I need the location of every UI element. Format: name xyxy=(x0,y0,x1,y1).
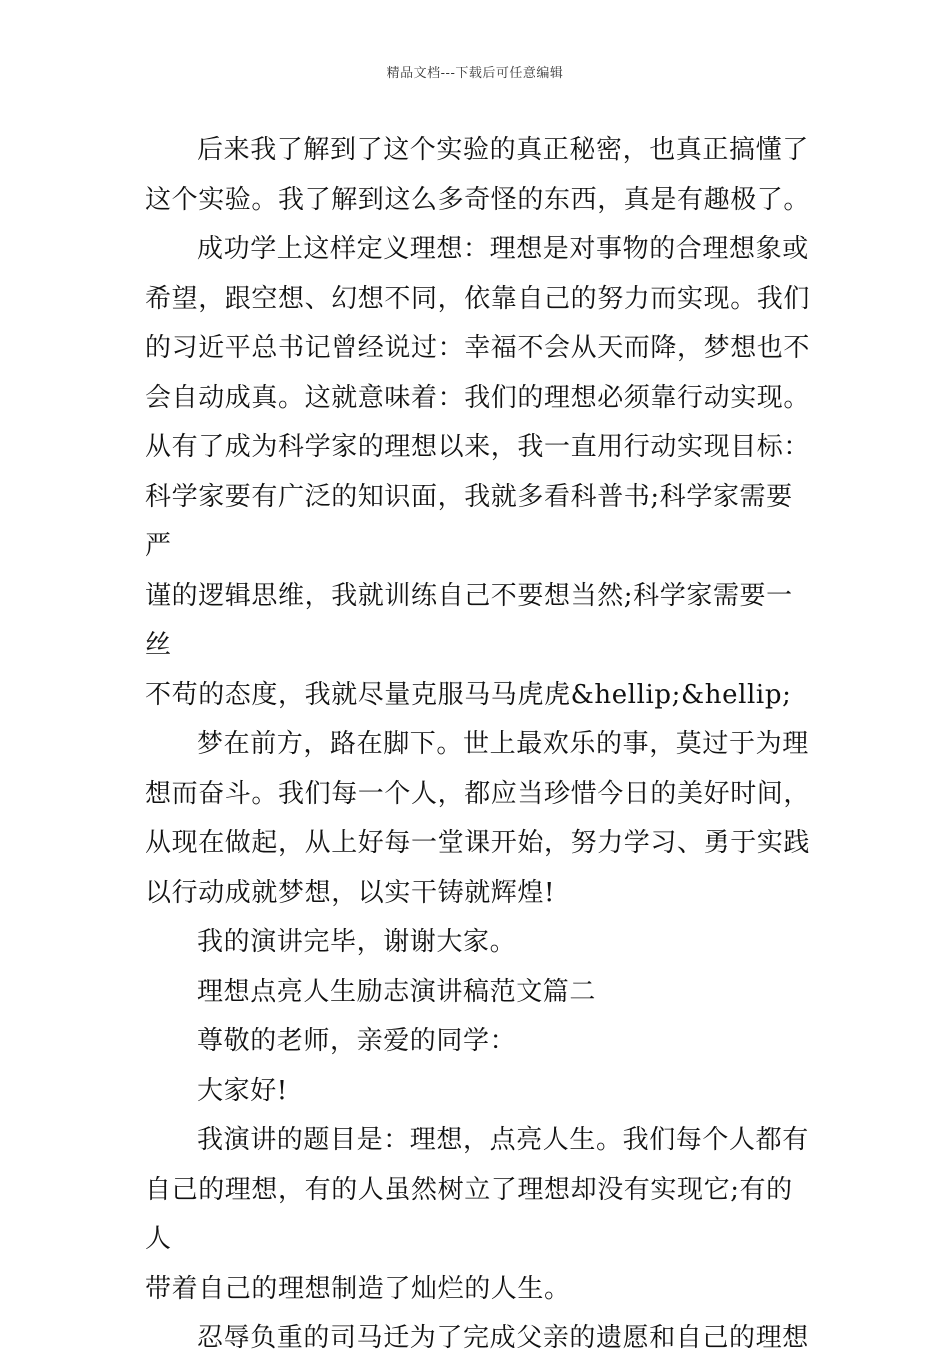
paragraph-1 xyxy=(145,126,810,225)
paragraph-6 xyxy=(145,1314,810,1364)
text-line: 大家好! xyxy=(197,1075,288,1106)
text-line: 希望，跟空想、幻想不同，依靠自己的努力而实现。我们 xyxy=(145,283,811,314)
text-line: 成功学上这样定义理想：理想是对事物的合理想象或 xyxy=(197,234,809,264)
text-line: 梦在前方，路在脚下。世上最欢乐的事，莫过于为理 xyxy=(197,729,809,759)
text-line: 这个实验。我了解到这么多奇怪的东西，真是有趣极了。 xyxy=(145,184,811,215)
text-line: 尊敬的老师，亲爱的同学： xyxy=(197,1026,517,1056)
text-line: 不苟的态度，我就尽量克服马马虎虎&hellip;&hellip; xyxy=(145,679,792,710)
text-line: 会自动成真。这就意味着：我们的理想必须靠行动实现。 xyxy=(145,382,811,413)
text-line: 谨的逻辑思维，我就训练自己不要想当然;科学家需要一丝 xyxy=(145,580,793,660)
text-line: 理想点亮人生励志演讲稿范文篇二 xyxy=(197,976,597,1007)
text-line: 我的演讲完毕，谢谢大家。 xyxy=(197,927,517,957)
paragraph-4 xyxy=(145,918,810,968)
text-line: 带着自己的理想制造了灿烂的人生。 xyxy=(145,1273,571,1304)
page-header: 精品文档---下载后可任意编辑 xyxy=(386,66,564,81)
salutation xyxy=(145,1017,810,1067)
text-line: 后来我了解到了这个实验的真正秘密，也真正搞懂了 xyxy=(197,135,809,165)
text-line: 科学家要有广泛的知识面，我就多看科普书;科学家需要严 xyxy=(145,481,793,561)
section-title xyxy=(145,968,810,1018)
text-line: 想而奋斗。我们每一个人，都应当珍惜今日的美好时间， xyxy=(145,778,811,809)
paragraph-5 xyxy=(145,1116,810,1314)
document-body xyxy=(145,126,810,1364)
text-line: 自己的理想，有的人虽然树立了理想却没有实现它;有的人 xyxy=(145,1174,793,1254)
text-line: 的习近平总书记曾经说过：幸福不会从天而降，梦想也不 xyxy=(145,333,811,363)
text-line: 以行动成就梦想，以实干铸就辉煌! xyxy=(145,877,556,908)
greeting xyxy=(145,1067,810,1117)
text-line: 我演讲的题目是：理想，点亮人生。我们每个人都有 xyxy=(197,1125,809,1155)
paragraph-2 xyxy=(145,225,810,720)
text-line: 忍辱负重的司马迁为了完成父亲的遗愿和自己的理想 xyxy=(197,1323,809,1353)
text-line: 从现在做起，从上好每一堂课开始，努力学习、勇于实践 xyxy=(145,828,811,858)
paragraph-3 xyxy=(145,720,810,918)
text-line: 从有了成为科学家的理想以来，我一直用行动实现目标： xyxy=(145,432,811,462)
